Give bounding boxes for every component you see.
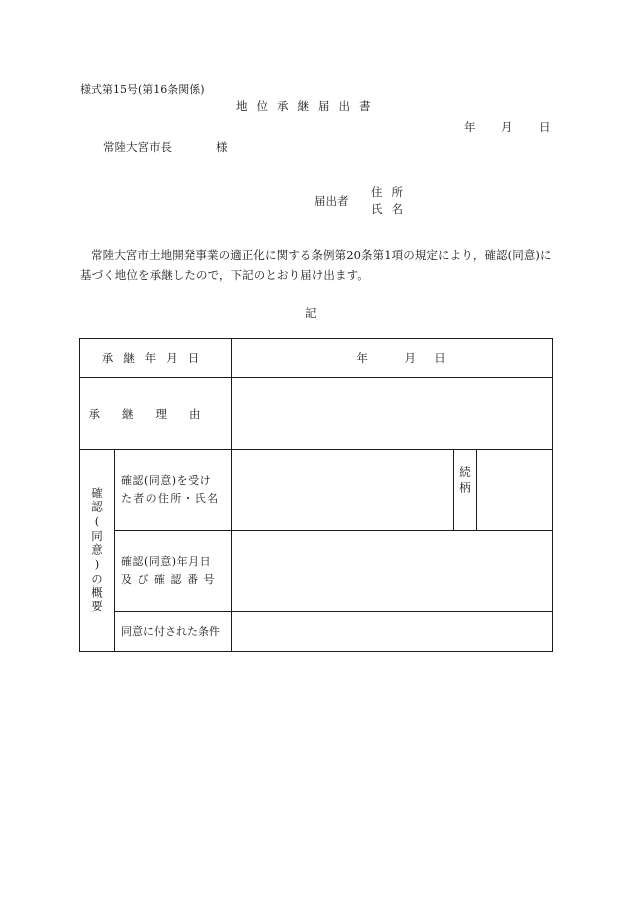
confirmation-date-label-line2: 及び確認番号 [121, 573, 220, 586]
confirmed-person-label-line1: 確認(同意)を受け [121, 474, 212, 487]
succession-date-month: 月 [404, 351, 416, 365]
succession-date-day: 日 [434, 351, 446, 365]
notifier-name-label: 氏名 [371, 202, 412, 216]
ki-label: 記 [305, 306, 317, 320]
confirmation-date-label-line1: 確認(同意)年月日 [121, 555, 212, 568]
conditions-value[interactable] [232, 612, 553, 652]
succession-date-year: 年 [356, 351, 368, 365]
confirmation-date-row [80, 531, 553, 612]
succession-reason-label: 承継理由 [80, 378, 232, 450]
confirmation-date-value[interactable] [232, 531, 553, 612]
notifier-label: 届出者 [314, 194, 349, 208]
confirmed-person-value[interactable] [232, 450, 553, 531]
confirmation-date-label [115, 531, 232, 612]
notification-table [79, 338, 553, 652]
addressee-honorific: 様 [216, 140, 228, 154]
confirmed-person-row [80, 450, 553, 531]
conditions-row [80, 612, 553, 652]
header-date [464, 119, 551, 135]
succession-reason-value[interactable] [232, 378, 553, 450]
overview-label-cell [80, 450, 115, 652]
succession-date-label: 承継年月日 [80, 339, 232, 378]
overview-label: 確認(同意)の概要 [90, 487, 104, 614]
body-text: 常陸大宮市土地開発事業の適正化に関する条例第20条第1項の規定により，確認(同意)に基づく地位を承継したので，下記のとおり届け出ます。 [80, 248, 552, 282]
relationship-box [453, 449, 553, 531]
notifier-address-label: 住所 [371, 185, 412, 199]
relationship-value[interactable] [477, 449, 553, 531]
succession-date-row [80, 339, 553, 378]
confirmed-person-label-line2: た者の住所・氏名 [121, 492, 220, 505]
header-date-year: 年 [464, 120, 476, 134]
succession-reason-row [80, 378, 553, 450]
relationship-label: 続柄 [458, 465, 472, 497]
form-number: 様式第15号(第16条関係) [80, 83, 205, 96]
succession-date-value[interactable] [232, 339, 553, 378]
header-date-month: 月 [501, 120, 513, 134]
document-title: 地位承継届出書 [236, 99, 380, 113]
addressee-name: 常陸大宮市長 [103, 140, 172, 154]
addressee [103, 139, 228, 155]
confirmed-person-label [115, 450, 232, 531]
relationship-label-cell [453, 449, 477, 531]
conditions-label: 同意に付された条件 [115, 612, 232, 652]
header-date-day: 日 [539, 120, 551, 134]
